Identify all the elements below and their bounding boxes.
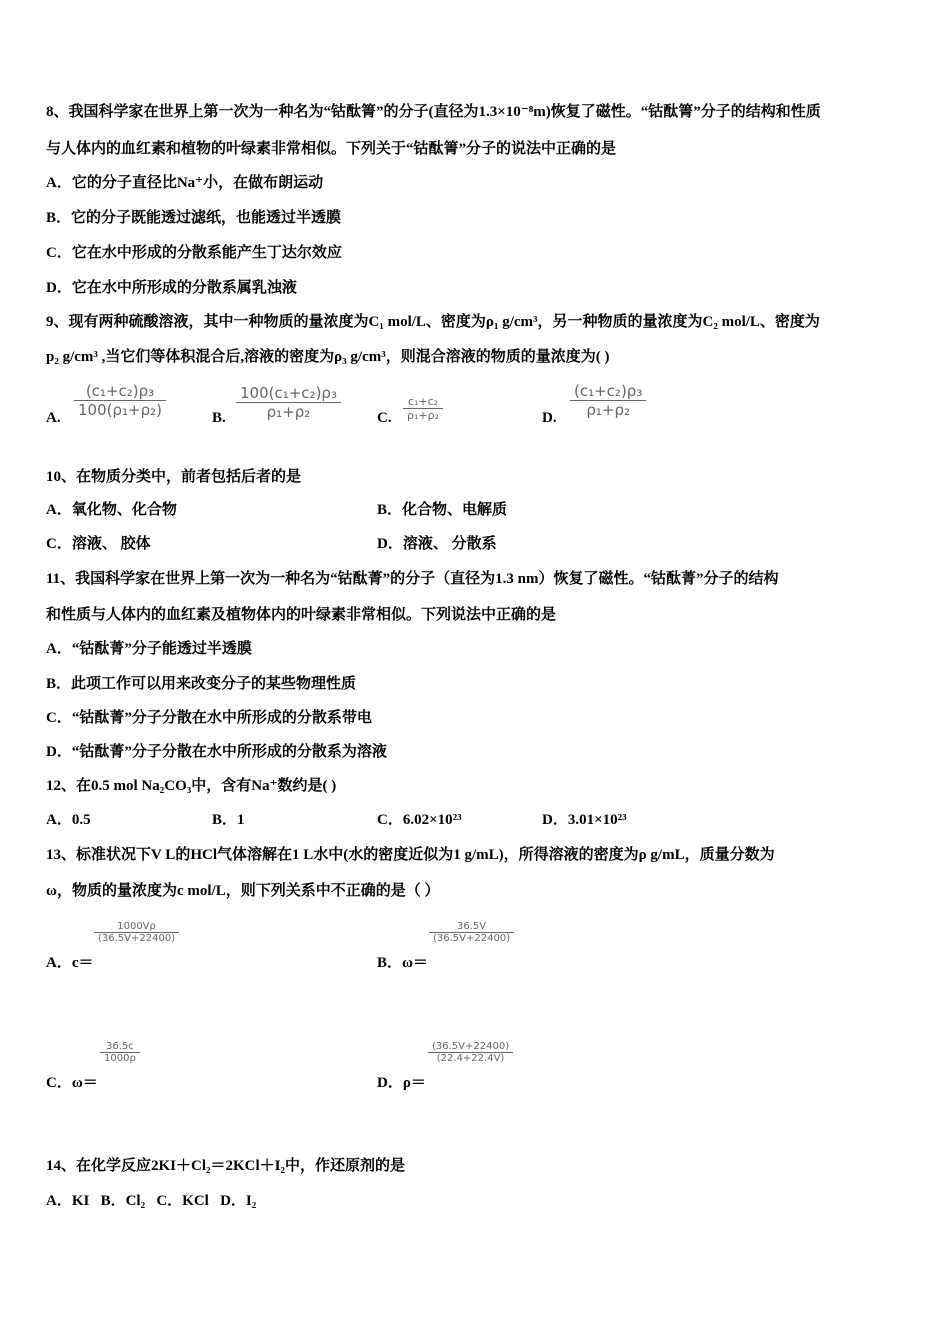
- q13-option-a-formula: [94, 921, 179, 944]
- q8-option-c: C．它在水中形成的分散系能产生丁达尔效应: [46, 245, 342, 261]
- q14-options: A．KI B．Cl₂ C．KCl D．I₂: [46, 1193, 257, 1209]
- q11-stem-2: 和性质与人体内的血红素及植物体内的叶绿素非常相似。下列说法中正确的是: [46, 607, 557, 623]
- q13-option-d-formula: [428, 1041, 513, 1064]
- denominator: ρ₁+ρ₂: [586, 401, 630, 419]
- q11-option-c: C．“钴酞菁”分子分散在水中所形成的分散系带电: [46, 710, 372, 726]
- denominator: 1000ρ: [104, 1053, 136, 1064]
- q9-option-b-formula: [236, 384, 341, 421]
- q8-option-a: A．它的分子直径比Na⁺小，在做布朗运动: [46, 175, 324, 191]
- q10-option-a: A．氧化物、化合物: [46, 502, 177, 518]
- q12-option-a: A．0.5: [46, 812, 91, 828]
- q13-stem-2: ω，物质的量浓度为c mol/L，则下列关系中不正确的是（ ）: [46, 883, 440, 899]
- numerator: 36.5V: [457, 921, 487, 932]
- q9-option-a-formula: [74, 382, 166, 419]
- numerator: (c₁+c₂)ρ₃: [574, 382, 643, 400]
- q10-option-b: B．化合物、电解质: [377, 502, 508, 518]
- numerator: 36.5c: [106, 1041, 134, 1052]
- q11-stem-1: 11、我国科学家在世界上第一次为一种名为“钴酞菁”的分子（直径为1.3 nm）恢复了磁性。“钴酞菁”分子的结构: [46, 571, 779, 587]
- numerator: 1000Vρ: [117, 921, 156, 932]
- q10-option-d: D．溶液、 分散系: [377, 536, 497, 552]
- q13-option-b-formula: [429, 921, 514, 944]
- denominator: 100(ρ₁+ρ₂): [78, 401, 162, 419]
- q11-option-b: B．此项工作可以用来改变分子的某些物理性质: [46, 676, 357, 692]
- q9-stem-1: 9、现有两种硫酸溶液，其中一种物质的量浓度为C₁ mol/L、密度为ρ₁ g/cm³，另一种物质的量浓度为C₂ mol/L、密度为: [46, 314, 820, 330]
- q9-stem-2: p₂ g/cm³ ,当它们等体积混合后,溶液的密度为ρ₃ g/cm³，则混合溶液的物质的量浓度为( ): [46, 349, 610, 365]
- q9-option-a-label: A.: [46, 410, 61, 426]
- q12-option-d: D．3.01×10²³: [542, 812, 627, 828]
- q12-stem: 12、在0.5 mol Na₂CO₃中，含有Na⁺数约是( ): [46, 778, 337, 794]
- q12-option-c: C．6.02×10²³: [377, 812, 462, 828]
- q8-stem-1: 8、我国科学家在世界上第一次为一种名为“钴酞箐”的分子(直径为1.3×10⁻⁸m)恢复了磁性。“钴酞箐”分子的结构和性质: [46, 104, 821, 120]
- q9-option-d-label: D.: [542, 410, 557, 426]
- q13-option-c-label: C．ω＝: [46, 1075, 98, 1091]
- q13-option-b-label: B．ω＝: [377, 955, 428, 971]
- numerator: (c₁+c₂)ρ₃: [85, 382, 155, 400]
- q12-option-b: B．1: [212, 812, 245, 828]
- denominator: ρ₁+ρ₂: [407, 409, 440, 422]
- q14-stem: 14、在化学反应2KI＋Cl₂＝2KCl＋I₂中，作还原剂的是: [46, 1158, 406, 1174]
- q9-option-c-formula: [403, 395, 443, 422]
- q13-stem-1: 13、标准状况下V L的HCl气体溶解在1 L水中(水的密度近似为1 g/mL)，所得溶液的密度为ρ g/mL，质量分数为: [46, 847, 775, 863]
- denominator: (36.5V+22400): [433, 933, 511, 944]
- q9-option-c-label: C.: [377, 410, 392, 426]
- q10-option-c: C．溶液、 胶体: [46, 536, 151, 552]
- q9-option-d-formula: [570, 382, 646, 419]
- q8-option-b: B．它的分子既能透过滤纸，也能透过半透膜: [46, 210, 342, 226]
- q9-option-b-label: B.: [212, 410, 226, 426]
- numerator: (36.5V+22400): [432, 1041, 510, 1052]
- denominator: (22.4+22.4V): [436, 1053, 505, 1064]
- denominator: ρ₁+ρ₂: [266, 403, 311, 421]
- q10-stem: 10、在物质分类中，前者包括后者的是: [46, 469, 302, 485]
- q8-stem-2: 与人体内的血红素和植物的叶绿素非常相似。下列关于“钴酞箐”分子的说法中正确的是: [46, 141, 617, 157]
- numerator: 100(c₁+c₂)ρ₃: [240, 384, 337, 402]
- q11-option-a: A．“钴酞菁”分子能透过半透膜: [46, 641, 252, 657]
- denominator: (36.5V+22400): [98, 933, 176, 944]
- q11-option-d: D．“钴酞菁”分子分散在水中所形成的分散系为溶液: [46, 744, 387, 760]
- q13-option-d-label: D．ρ＝: [377, 1075, 426, 1091]
- numerator: c₁+c₂: [407, 395, 439, 408]
- q13-option-a-label: A．c＝: [46, 955, 94, 971]
- q8-option-d: D．它在水中所形成的分散系属乳浊液: [46, 280, 297, 296]
- q13-option-c-formula: [100, 1041, 140, 1064]
